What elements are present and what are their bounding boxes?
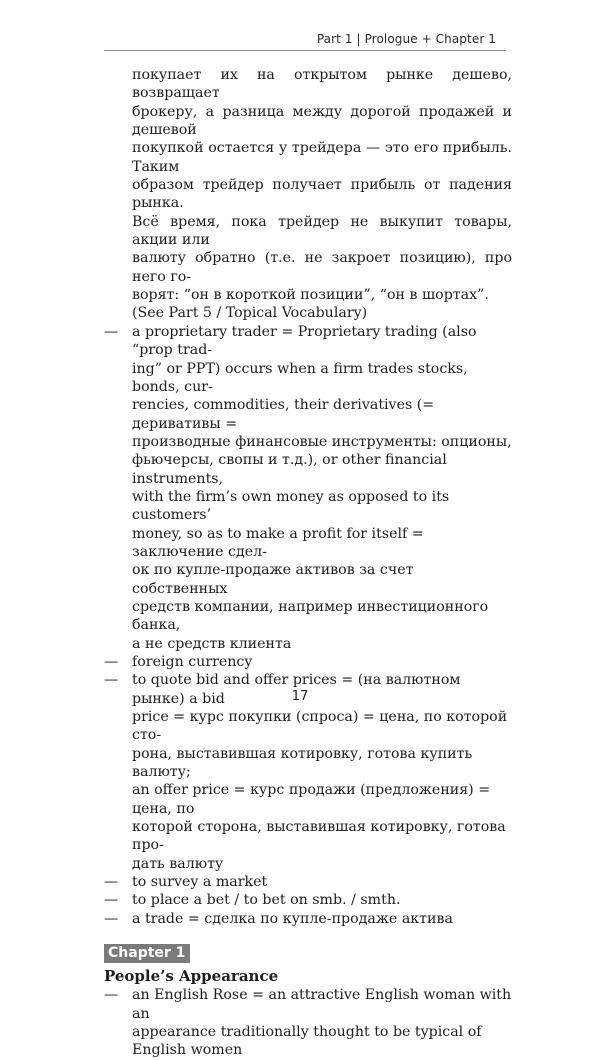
text-line: Всё время, пока трейдер не выкупит товары, акции или	[132, 213, 512, 249]
text-line: брокеру, а разница между дорогой продажей и дешевой	[132, 103, 512, 139]
em-dash: —	[104, 323, 119, 340]
text-line: to survey a market	[132, 874, 268, 891]
text-line: валюту обратно (т.е. не закроет позицию), про него го-	[132, 250, 512, 285]
text-line: покупает их на открытом рынке дешево, возвращает	[132, 67, 512, 102]
text-line: (See Part 5 / Topical Vocabulary)	[132, 305, 368, 322]
text-line: foreign currency	[132, 654, 253, 670]
glossary-entry-place-bet	[104, 891, 512, 909]
text-line: to quote bid and offer prices = (на валютном рынке) a bid	[132, 672, 461, 707]
text-line: price = курс покупки (спроса) = цена, по которой сто-	[132, 709, 508, 744]
text-line: ворят: “он в короткой позиции”, “он в шортах”.	[132, 287, 489, 304]
text-line: средств компании, например инвестиционного банка,	[132, 598, 489, 634]
page-number: 17	[291, 689, 309, 704]
em-dash: —	[104, 874, 119, 891]
text-line: которой сторона, выставившая котировку, готова про-	[132, 819, 506, 854]
continuation-paragraph	[104, 66, 512, 323]
text-line: образом трейдер получает прибыль от падения рынка.	[132, 177, 512, 212]
section-heading: People’s Appearance	[104, 967, 279, 986]
text-line: фьючерсы, свопы и т.д.), or other financial instruments,	[132, 452, 447, 487]
chapter-label: Chapter 1	[104, 944, 190, 963]
em-dash: —	[104, 910, 119, 927]
text-line: to place a bet / to bet on smb. / smth.	[132, 892, 401, 909]
text-line: appearance traditionally thought to be typical of	[132, 1023, 482, 1040]
text-line: a trade = сделка по купле-продаже актива	[132, 910, 453, 927]
em-dash: —	[104, 654, 119, 670]
text-line: rencies, commodities, their derivatives (= деривативы =	[132, 397, 435, 432]
text-line: a proprietary trader = Proprietary trading (also “prop trad-	[132, 323, 477, 359]
glossary-entry-trade	[104, 910, 512, 928]
text-line: an English Rose = an attractive English woman with an	[132, 987, 512, 1022]
glossary-entry-foreign-currency	[104, 653, 512, 671]
em-dash: —	[104, 672, 119, 689]
glossary-entry-survey-market	[104, 873, 512, 891]
em-dash: —	[104, 987, 119, 1004]
glossary-entry-english-rose	[104, 986, 512, 1059]
text-line: money, so as to make a profit for itself = заключение сдел-	[132, 525, 424, 560]
text-line: ок по купле-продаже активов за счет собственных	[132, 562, 414, 597]
text-line: рона, выставившая котировку, готова купить валюту;	[132, 745, 473, 781]
running-header: Part 1 | Prologue + Chapter 1	[316, 32, 496, 46]
em-dash: —	[104, 892, 119, 909]
glossary-entry-proprietary-trader	[104, 323, 512, 653]
header-rule	[104, 50, 506, 51]
text-line: an offer price = курс продажи (предложения) = цена, по	[132, 782, 491, 817]
text-line: with the firm’s own money as opposed to its customers’	[132, 488, 450, 524]
text-line: производные финансовые инструменты: опционы,	[132, 433, 512, 450]
text-line: English women	[132, 1042, 243, 1059]
text-line: а не средств клиента	[132, 635, 292, 652]
text-line: ing” or PPT) occurs when a firm trades stocks, bonds, cur-	[132, 360, 468, 395]
chapter-section	[104, 944, 512, 1059]
page-body	[104, 66, 512, 1060]
text-line: дать валюту	[132, 855, 224, 872]
text-line: покупкой остается у трейдера — это его прибыль. Таким	[132, 140, 512, 175]
